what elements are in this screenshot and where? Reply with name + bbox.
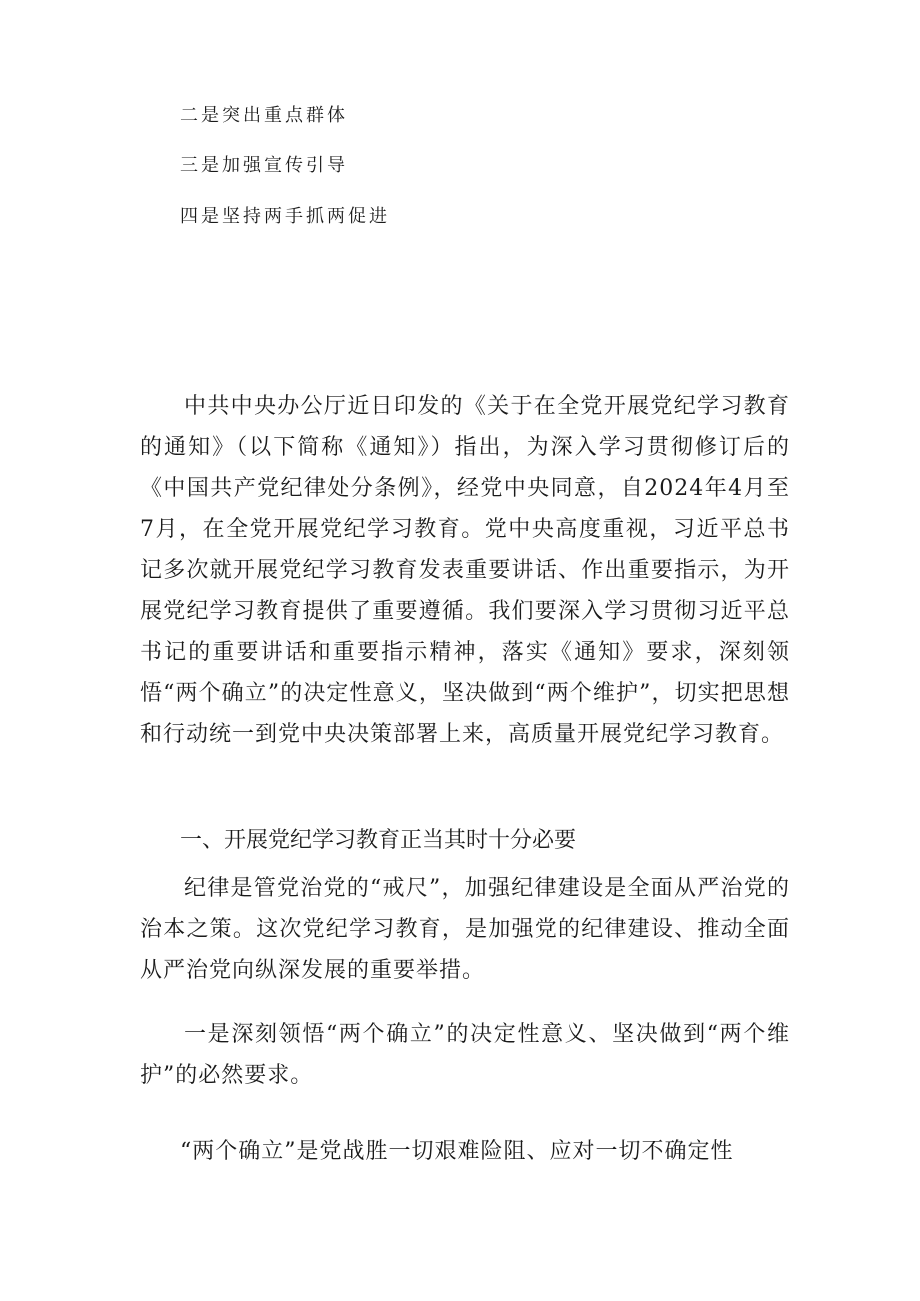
intro-paragraph: 中共中央办公厅近日印发的《关于在全党开展党纪学习教育的通知》（以下简称《通知》）指出，为深入学习贯彻修订后的《中国共产党纪律处分条例》，经党中央同意，自2024年4月至7月，在全党开展党纪学习教育。党中央高度重视，习近平总书记多次就开展党纪学习教育发表重要讲话、作出重要指示，为开展党纪学习教育提供了重要遵循。我们要深入学习贯彻习近平总书记的重要讲话和重要指示精神，落实《通知》要求，深刻领悟“两个确立”的决定性意义，坚决做到“两个维护”，切实把思想和行动统一到党中央决策部署上来，高质量开展党纪学习教育。	[140, 394, 790, 747]
outline-item-4: 四是坚持两手抓两促进	[180, 206, 390, 227]
section-heading-1: 一、开展党纪学习教育正当其时十分必要	[180, 828, 577, 853]
point-one-paragraph: 一是深刻领悟“两个确立”的决定性意义、坚决做到“两个维护”的必然要求。	[140, 1022, 790, 1088]
outline-item-2: 二是突出重点群体	[180, 105, 348, 126]
outline-item-3: 三是加强宣传引导	[180, 155, 348, 176]
two-establishments-paragraph: “两个确立”是党战胜一切艰难险阻、应对一切不确定性	[180, 1139, 734, 1164]
discipline-paragraph: 纪律是管党治党的“戒尺”，加强纪律建设是全面从严治党的治本之策。这次党纪学习教育，是加强党的纪律建设、推动全面从严治党向纵深发展的重要举措。	[140, 876, 790, 983]
